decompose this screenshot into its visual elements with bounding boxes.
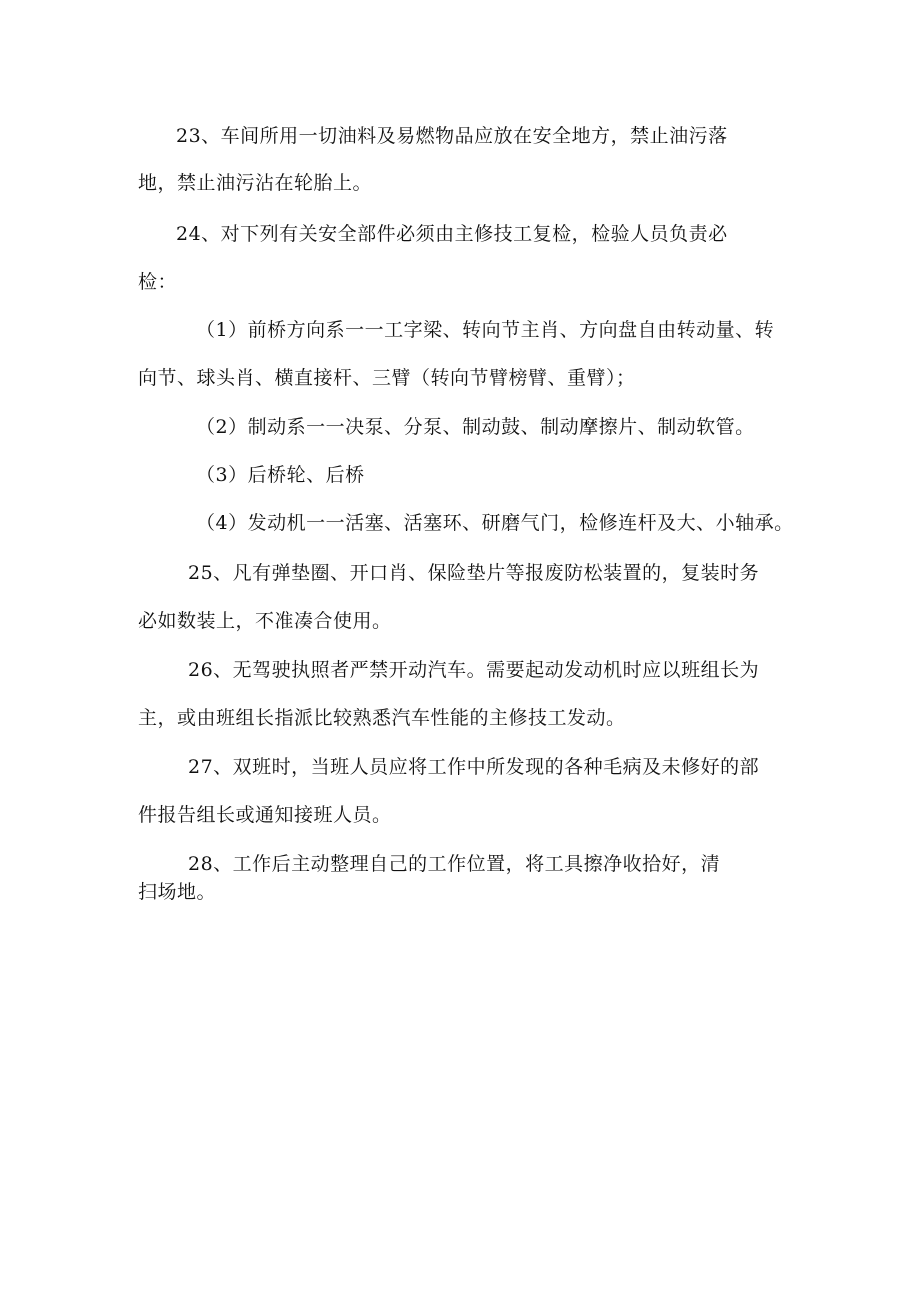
sub-item-3-line-1: （3）后桥轮、后桥 [196,464,365,486]
paragraph-28-line-1: 28、工作后主动整理自己的工作位置，将工具擦净收拾好，清 [188,853,721,875]
paragraph-24-line-2: 检： [138,271,178,293]
paragraph-23-line-1: 23、车间所用一切油料及易燃物品应放在安全地方，禁止油污落 [176,125,728,147]
paragraph-24-line-1: 24、对下列有关安全部件必须由主修技工复检，检验人员负责必 [176,223,728,245]
sub-item-2-line-1: （2）制动系一一决泵、分泵、制动鼓、制动摩擦片、制动软管。 [196,416,755,438]
sub-item-1-line-2: 向节、球头肖、横直接杆、三臂（转向节臂榜臂、重臂）； [138,367,636,389]
sub-item-1-line-1: （1）前桥方向系一一工字梁、转向节主肖、方向盘自由转动量、转 [196,319,775,341]
paragraph-28-line-2: 扫场地。 [138,881,217,903]
paragraph-26-line-2: 主，或由班组长指派比较熟悉汽车性能的主修技工发动。 [138,707,626,729]
paragraph-26-line-1: 26、无驾驶执照者严禁开动汽车。需要起动发动机时应以班组长为 [188,659,760,681]
paragraph-25-line-2: 必如数装上，不准凑合使用。 [138,610,392,632]
sub-item-4-line-1: （4）发动机一一活塞、活塞环、研磨气门，检修连杆及大、小轴承。 [196,512,794,534]
paragraph-27-line-2: 件报告组长或通知接班人员。 [138,804,392,826]
paragraph-27-line-1: 27、双班时，当班人员应将工作中所发现的各种毛病及未修好的部 [188,756,760,778]
paragraph-25-line-1: 25、凡有弹垫圈、开口肖、保险垫片等报废防松装置的，复装时务 [188,562,760,584]
paragraph-23-line-2: 地，禁止油污沾在轮胎上。 [138,172,373,194]
